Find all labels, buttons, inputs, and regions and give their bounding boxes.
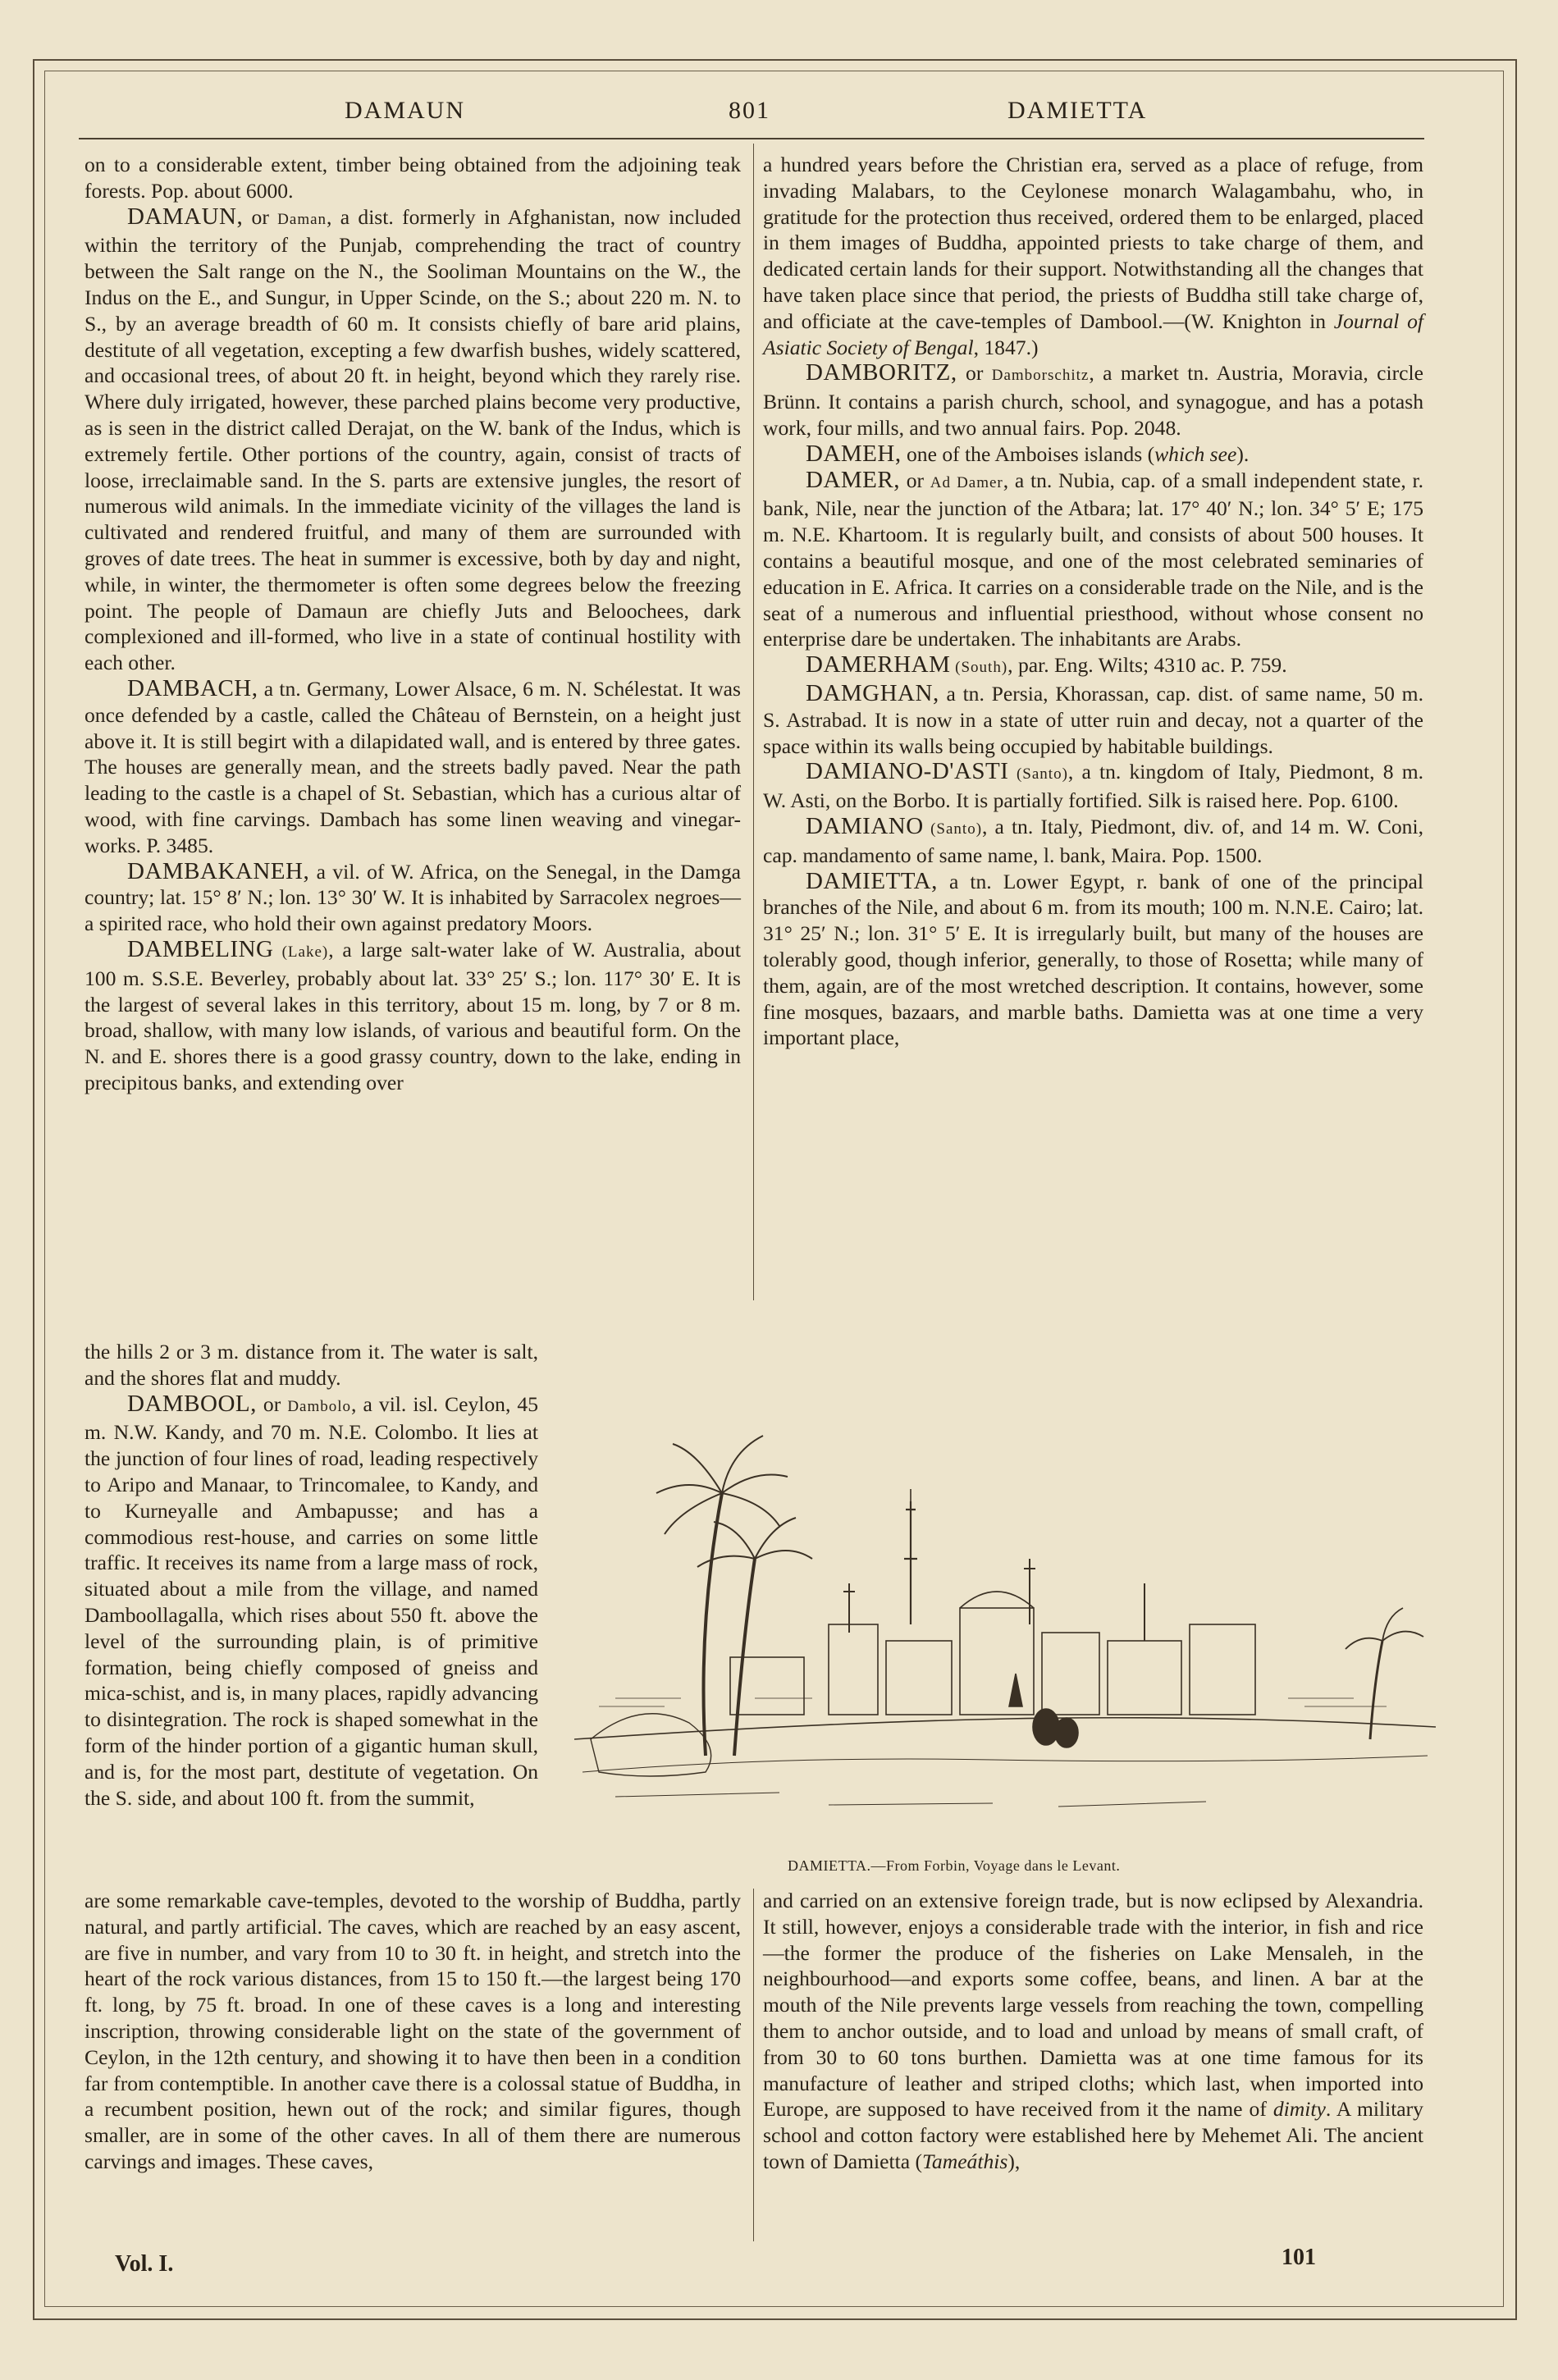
headword: DAMBAKANEH, bbox=[127, 857, 310, 884]
entry-body-continued: the hills 2 or 3 m. distance from it. The water is salt, and the shores flat and muddy. bbox=[85, 1340, 538, 1390]
entry-body: a tn. Germany, Lower Alsace, 6 m. N. Schélestat. It was once defended by a castle, called the Château of Bernstein, on a height just above it. It is still begirt with a dilapidated wall, and is entered by three gates. The houses are generally mean, and the streets badly paved. Near the path leading to the castle is a chapel of St. Sebastian, which has a curious altar of wood, with fine carvings. Dambach has some linen weaving and vinegar-works. P. 3485. bbox=[85, 676, 741, 857]
entry-body: , a tn. Italy, Piedmont, div. of, and 14 m. W. Coni, cap. mandamento of same name, l. bank, Maira. Pop. 1500. bbox=[763, 814, 1423, 867]
headword: DAMERHAM bbox=[806, 651, 951, 678]
headword: DAMIETTA, bbox=[806, 867, 938, 894]
variant-name: Damborschitz bbox=[991, 367, 1090, 385]
volume-label: Vol. I. bbox=[115, 2251, 174, 2277]
headword: DAMER, bbox=[806, 466, 900, 493]
entry-body-continued: and carried on an extensive foreign trade, but is now eclipsed by Alexandria. It still, however, enjoys a considerable trade with the interior, in fish and rice—the former the produce of the fisheries on Lake Mensaleh, in the neighbourhood—and exports some coffee, beans, and linen. A bar at the mouth of the Nile prevents large vessels from reaching the town, compelling them to anchor outside, and to load and unload by means of small craft, of from 30 to 60 tons burthen. Damietta was at one time famous for its manufacture of leather and striped cloths; which last, when imported into Europe, are supposed to have received from it the name of dimity. A military school and cotton factory were established here by Mehemet Ali. The ancient town of Damietta (Tameáthis), bbox=[763, 1889, 1423, 2173]
headword: DAMBELING bbox=[127, 935, 274, 962]
headword: DAMAUN, bbox=[127, 203, 244, 230]
entry-body: , a market tn. Austria, Moravia, circle Brünn. It contains a parish church, school, and synagogue, and has a potash work, four mills, and two annual fairs. Pop. 2048. bbox=[763, 361, 1423, 440]
entry-dameh: DAMEH, one of the Amboises islands (which see). bbox=[806, 440, 1250, 467]
entry-damghan bbox=[763, 681, 1423, 759]
running-head-left: DAMAUN bbox=[345, 97, 465, 124]
variant-name: Ad Damer bbox=[930, 473, 1003, 491]
headword: DAMEH, bbox=[806, 440, 902, 467]
variant-name: Dambolo bbox=[287, 1397, 352, 1415]
journal-title: Journal of Asiatic Society of Bengal bbox=[763, 308, 1423, 359]
left-column bbox=[85, 152, 741, 1096]
entry-damiano bbox=[763, 814, 1423, 869]
headword: DAMIANO-D'ASTI bbox=[806, 758, 1009, 785]
entry-body: , a vil. isl. Ceylon, 45 m. N.W. Kandy, and 70 m. N.E. Colombo. It lies at the junction of four lines of road, leading respectively to Aripo and Manaar, to Trincomalee, to Kandy, and to Kurneyalle and Ambapusse; and has a commodious rest-house, and carries on some little traffic. It receives its name from a large mass of rock, situated about a mile from the village, and named Damboollagalla, which rises about 550 ft. above the level of the surrounding plain, is of primitive formation, being chiefly composed of gneiss and mica-schist, and is, in many places, rapidly advancing to disintegration. The rock is shaped somewhat in the form of the hinder portion of a gigantic human skull, and is, for the most part, destitute of vegetation. On the S. side, and about 100 ft. from the summit, bbox=[85, 1391, 538, 1810]
entry-dambeling bbox=[85, 937, 741, 1096]
variant-name: (Lake) bbox=[273, 943, 329, 961]
entry-body: , a dist. formerly in Afghanistan, now included within the territory of the Punjab, comprehending the tract of country between the Salt range on the N., the Sooliman Mountains on the W., the Indus on the E., and Sungur, in Upper Scinde, on the S.; about 220 m. N. to S., by an average breadth of 60 m. It consists chiefly of bare arid plains, destitute of all vegetation, excepting a few dwarfish bushes, widely scattered, and occasional trees, of about 20 ft. in height, beyond which they rarely rise. Where duly irrigated, however, these parched plains become very productive, as is seen in the district called Derajat, on the W. bank of the Indus, which is extremely fertile. Other portions of the country, again, consist of tracts of loose, irreclaimable sand. In the S. parts are extensive jungles, the resort of numerous wild animals. In the immediate vicinity of the villages the land is cultivated and rendered fruitful, and many of them are surrounded with groves of date trees. The heat in summer is excessive, both by day and night, while, in winter, the thermometer is often some degrees below the freezing point. The people of Damaun are chiefly Juts and Beloochees, dark complexioned and ill-formed, who live in a state of continual hostility with each other. bbox=[85, 204, 741, 675]
column-divider-lower bbox=[753, 1889, 754, 2241]
continuation-text: on to a considerable extent, timber being obtained from the adjoining teak forests. Pop. about 6000. bbox=[85, 153, 741, 203]
right-column bbox=[763, 152, 1423, 1051]
entry-dambakaneh bbox=[85, 859, 741, 937]
entry-body: a tn. Persia, Khorassan, cap. dist. of same name, 50 m. S. Astrabad. It is now in a state of utter ruin and decay, not a quarter of the space within its walls being occupied by habitable buildings. bbox=[763, 681, 1423, 758]
running-head-right: DAMIETTA bbox=[1007, 97, 1148, 124]
entry-body: , a large salt-water lake of W. Australia, about 100 m. S.S.E. Beverley, probably about lat. 33° 25′ S.; lon. 117° 30′ E. It is the largest of several lakes in this territory, about 15 m. long, by 7 or 8 m. broad, shallow, with many low islands, of various and beautiful form. On the N. and E. shores there is a good grassy country, down to the lake, ending in precipitous banks, and extending over bbox=[85, 937, 741, 1094]
damietta-engraving bbox=[566, 1313, 1444, 1846]
headword: DAMGHAN, bbox=[806, 679, 939, 706]
signature-number: 101 bbox=[1282, 2245, 1316, 2270]
variant-name: Daman bbox=[277, 210, 327, 228]
variant-name: (South) bbox=[950, 659, 1008, 677]
entry-body: a vil. of W. Africa, on the Senegal, in the Damga country; lat. 15° 8′ N.; lon. 13° 30′ W. It is inhabited by Sarracolex negroes—a spirited race, who hold their own against predatory Moors. bbox=[85, 859, 741, 936]
headword: DAMIANO bbox=[806, 812, 924, 839]
header-rule bbox=[79, 138, 1424, 139]
entry-body: , a tn. kingdom of Italy, Piedmont, 8 m. W. Asti, on the Borbo. It is partially fortified. Silk is raised here. Pop. 6100. bbox=[763, 760, 1423, 813]
entry-damerham bbox=[763, 652, 1423, 681]
headword: DAMBACH, bbox=[127, 674, 258, 701]
left-column-bottom bbox=[85, 1888, 741, 2175]
entry-damietta bbox=[763, 869, 1423, 1052]
variant-name: (Santo) bbox=[1008, 765, 1068, 783]
right-column-bottom bbox=[763, 1888, 1423, 2175]
entry-damer: DAMER, or Ad Damer, a tn. Nubia, cap. of a small independent state, r. bank, Nile, near the junction of the Atbara; lat. 17° 40′ N.; lon. 34° 5′ E; 175 m. N.E. Khartoom. It is regularly built, and consists of about 500 houses. It contains a beautiful mosque, and one of the most celebrated seminaries of education in E. Africa. It carries on a considerable trade on the Nile, and is the seat of a numerous and influential priesthood, without whose consent no enterprise dare be undertaken. The inhabitants are Arabs. bbox=[763, 466, 1423, 651]
entry-dambool: DAMBOOL, or Dambolo, a vil. isl. Ceylon, 45 m. N.W. Kandy, and 70 m. N.E. Colombo. It lies at the junction of four lines of road, leading respectively to Aripo and Manaar, to Trincomalee, to Kandy, and to Kurneyalle and Ambapusse; and has a commodious rest-house, and carries on some little traffic. It receives its name from a large mass of rock, situated about a mile from the village, and named Damboollagalla, which rises about 550 ft. above the level of the surrounding plain, is of primitive formation, being chiefly composed of gneiss and mica-schist, and is, in many places, rapidly advancing to disintegration. The rock is shaped somewhat in the form of the hinder portion of a gigantic human skull, and is, for the most part, destitute of vegetation. On the S. side, and about 100 ft. from the summit, bbox=[85, 1390, 538, 1810]
left-column-narrow bbox=[85, 1339, 538, 1811]
illustration-caption: DAMIETTA.—From Forbin, Voyage dans le Levant. bbox=[788, 1857, 1121, 1874]
entry-damaun: DAMAUN, or Daman, a dist. formerly in Afghanistan, now included within the territory of the Punjab, comprehending the tract of country between the Salt range on the N., the Sooliman Mountains on the W., the Indus on the E., and Sungur, in Upper Scinde, on the S.; about 220 m. N. to S., by an average breadth of 60 m. It consists chiefly of bare arid plains, destitute of all vegetation, excepting a few dwarfish bushes, widely scattered, and occasional trees, of about 20 ft. in height, beyond which they rarely rise. Where duly irrigated, however, these parched plains become very productive, as is seen in the district called Derajat, on the W. bank of the Indus, which is extremely fertile. Other portions of the country, again, consist of tracts of loose, irreclaimable sand. In the S. parts are extensive jungles, the resort of numerous wild animals. In the immediate vicinity of the villages the land is cultivated and rendered fruitful, and many of them are surrounded with groves of date trees. The heat in summer is excessive, both by day and night, while, in winter, the thermometer is often some degrees below the freezing point. The people of Damaun are chiefly Juts and Beloochees, dark complexioned and ill-formed, who live in a state of continual hostility with each other. bbox=[85, 203, 741, 675]
entry-body-continued: are some remarkable cave-temples, devoted to the worship of Buddha, partly natural, and partly artificial. The caves, which are reached by an easy ascent, are five in number, and vary from 10 to 30 ft. in height, and stretch into the heart of the rock various distances, from 15 to 150 ft.—the largest being 170 ft. long, by 75 ft. broad. In one of these caves is a long and interesting inscription, throwing considerable light on the state of the government of Ceylon, in the 12th century, and showing it to have then been in a condition far from contemptible. In another cave there is a colossal statue of Buddha, in a recumbent position, hewn out of the rock; and similar figures, though smaller, are in some of the other caves. In all of them there are numerous carvings and images. These caves, bbox=[85, 1889, 741, 2173]
variant-name: (Santo) bbox=[923, 820, 983, 838]
entry-damiano-dasti bbox=[763, 759, 1423, 814]
headword: DAMBOOL, bbox=[127, 1390, 257, 1417]
entry-body: , a tn. Nubia, cap. of a small independent state, r. bank, Nile, near the junction of the Atbara; lat. 17° 40′ N.; lon. 34° 5′ E; 175 m. N.E. Khartoom. It is regularly built, and consists of about 500 houses. It contains a beautiful mosque, and one of the most celebrated seminaries of education in E. Africa. It carries on a considerable trade on the Nile, and is the seat of a numerous and influential priesthood, without whose consent no enterprise dare be undertaken. The inhabitants are Arabs. bbox=[763, 468, 1423, 651]
page-number: 801 bbox=[729, 97, 770, 124]
entry-dambach bbox=[85, 676, 741, 859]
continuation-text: a hundred years before the Christian era, served as a place of refuge, from invading Malabars, to the Ceylonese monarch Walagambahu, who, in gratitude for the protection thus received, ordered them to be enlarged, placed in them images of Buddha, appointed priests to take charge of them, and dedicated certain lands for their support. Notwithstanding all the changes that have taken place since that period, the priests of Buddha still take charge of, and officiate at the cave-temples of Dambool.—(W. Knighton in Journal of Asiatic Society of Bengal, 1847.) bbox=[763, 153, 1423, 359]
entry-body: a tn. Lower Egypt, r. bank of one of the principal branches of the Nile, and about 6 m. from its mouth; 100 m. N.N.E. Cairo; lat. 31° 25′ N.; lon. 31° 5′ E. It is irregularly built, but many of the houses are tolerably good, though inferior, generally, to those of Rosetta; while many of them, again, are of the most wretched description. It contains, however, some fine mosques, bazaars, and marble baths. Damietta was at one time a very important place, bbox=[763, 869, 1423, 1050]
entry-body: , par. Eng. Wilts; 4310 ac. P. 759. bbox=[1007, 653, 1287, 678]
headword: DAMBORITZ, bbox=[806, 359, 957, 386]
entry-damboritz: DAMBORITZ, or Damborschitz, a market tn. Austria, Moravia, circle Brünn. It contains a parish church, school, and synagogue, and has a potash work, four mills, and two annual fairs. Pop. 2048. bbox=[763, 359, 1423, 440]
column-divider bbox=[753, 144, 754, 1300]
